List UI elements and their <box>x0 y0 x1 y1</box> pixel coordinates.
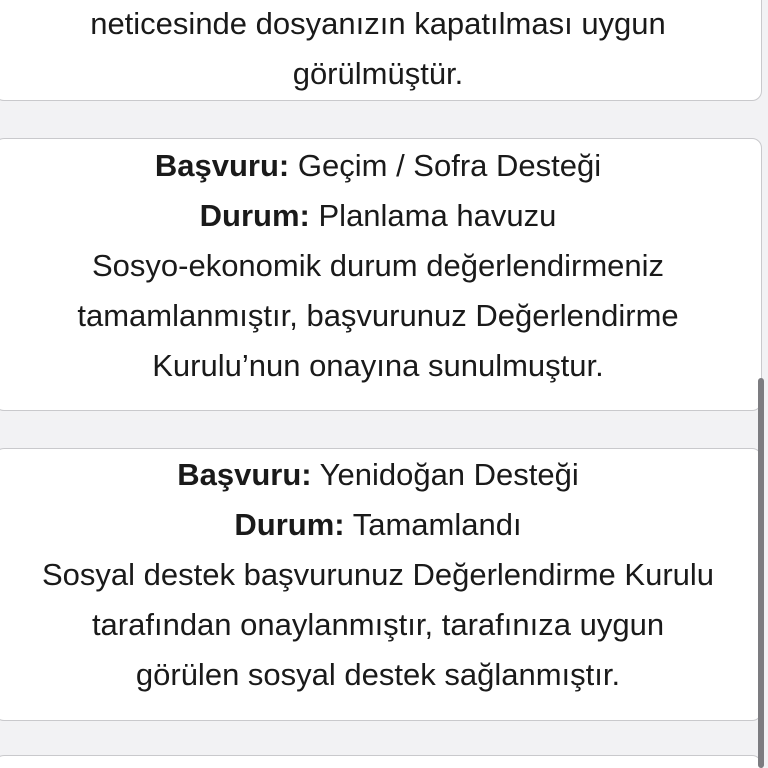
application-type-row <box>0 141 761 191</box>
application-status-row <box>0 191 761 241</box>
application-status-label: Durum: <box>234 507 345 542</box>
application-type-label: Başvuru: <box>154 148 290 183</box>
application-type-label: Başvuru: <box>177 457 312 492</box>
application-status-row <box>0 500 761 550</box>
card-description-line: Sosyo-ekonomik durum değerlendirmeniz <box>91 248 665 283</box>
application-card <box>0 755 762 768</box>
application-status-value: Tamamlandı <box>352 507 522 542</box>
card-description-line: Kurulu’nun onayına sunulmuştur. <box>152 348 604 383</box>
card-description-line: görülen sosyal destek sağlanmıştır. <box>135 657 621 692</box>
card-description-line: tamamlanmıştır, başvurunuz Değerlendirme <box>77 298 679 333</box>
card-description-line: görülmüştür. <box>292 56 464 91</box>
application-status-value: Planlama havuzu <box>318 198 557 233</box>
application-type-value: Geçim / Sofra Desteği <box>297 148 602 183</box>
card-description-line: Sosyal destek başvurunuz Değerlendirme Kurulu <box>41 557 715 592</box>
card-description-line: tarafından onaylanmıştır, tarafınıza uygun <box>91 607 665 642</box>
application-status-label: Durum: <box>199 198 310 233</box>
application-type-value: Yenidoğan Desteği <box>319 457 579 492</box>
card-description-line: neticesinde dosyanızın kapatılması uygun <box>90 6 666 41</box>
scrollbar-thumb[interactable] <box>758 378 764 768</box>
application-card <box>0 138 762 411</box>
application-card <box>0 448 762 721</box>
application-type-row <box>0 450 761 500</box>
application-card <box>0 0 762 101</box>
